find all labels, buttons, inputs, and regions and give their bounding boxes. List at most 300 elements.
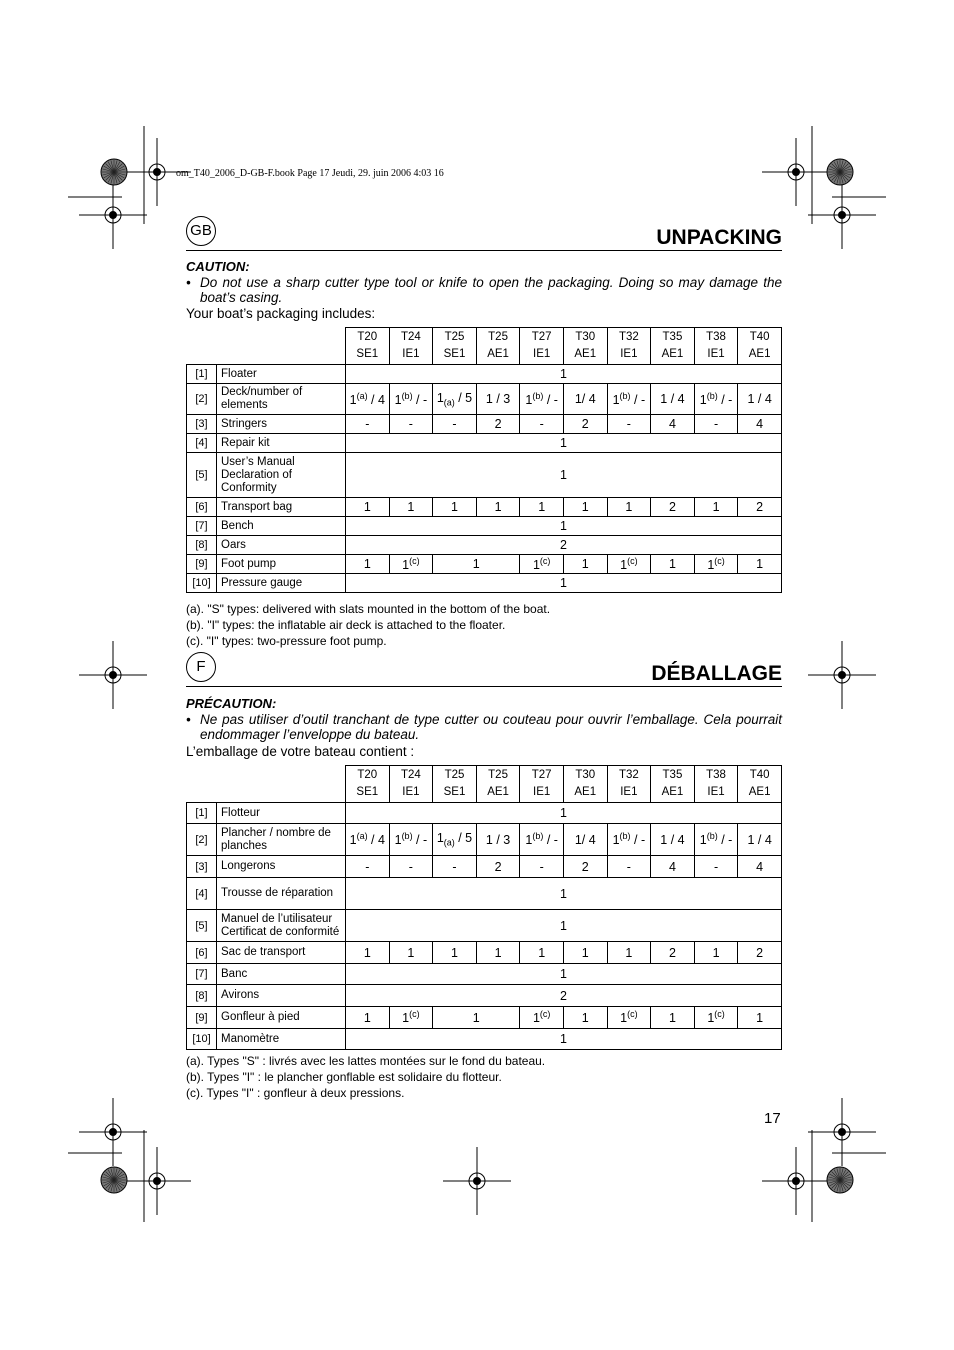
footnote-c: (c). "I" types: two-pressure foot pump. xyxy=(186,634,387,648)
quantity-all-models: 1 xyxy=(346,1029,782,1050)
packaging-table-fr xyxy=(186,765,782,1050)
model-name: T38 xyxy=(706,769,726,781)
model-header xyxy=(389,766,433,803)
quantity-all-models: 1 xyxy=(346,434,782,453)
model-variant: AE1 xyxy=(661,348,684,360)
table-row xyxy=(187,856,782,878)
model-name: T30 xyxy=(575,331,596,343)
quantity-all-models: 1 xyxy=(346,803,782,824)
quantity-value: 2 xyxy=(581,417,589,431)
item-number: [3] xyxy=(187,856,217,878)
table-row xyxy=(187,878,782,910)
model-name: T25 xyxy=(488,769,508,781)
quantity-all-models: 1 xyxy=(346,453,782,498)
quantity-value: 1 xyxy=(402,1011,410,1026)
quantity-cell xyxy=(433,856,477,878)
model-name: T24 xyxy=(400,331,421,343)
model-header xyxy=(563,766,607,803)
quantity-value: 1 xyxy=(532,558,540,573)
model-name: T30 xyxy=(575,769,596,781)
item-number: [8] xyxy=(187,985,217,1007)
quantity-value: 1 xyxy=(581,1010,589,1025)
table-row xyxy=(187,942,782,964)
quantity-value: 1 / 4 xyxy=(660,832,685,847)
model-header-row xyxy=(187,328,782,365)
footnote-ref: (c) xyxy=(539,1009,551,1020)
quantity-cell xyxy=(563,942,607,964)
item-name: Avirons xyxy=(217,985,346,1007)
quantity-value: 1 xyxy=(668,557,676,571)
quantity-cell xyxy=(694,498,738,517)
quantity-cell xyxy=(520,384,564,415)
model-variant: IE1 xyxy=(620,348,638,360)
quantity-cell xyxy=(607,498,651,517)
caution-title-fr: PRÉCAUTION: xyxy=(186,696,277,711)
model-variant: IE1 xyxy=(533,348,551,360)
quantity-all-models: 1 xyxy=(346,964,782,985)
quantity-value: 4 xyxy=(668,859,676,874)
quantity-value: 1 xyxy=(436,390,444,405)
quantity-cell xyxy=(738,1007,782,1029)
footnote-ref: (a) xyxy=(356,831,368,842)
element-count: / 5 xyxy=(454,390,473,405)
quantity-value: 1 / 3 xyxy=(485,832,511,847)
quantity-cell xyxy=(433,555,520,574)
quantity-cell xyxy=(433,384,477,415)
footnote-ref: (b) xyxy=(401,831,413,842)
quantity-cell xyxy=(738,384,782,415)
quantity-cell xyxy=(738,824,782,856)
quantity-value: 1 / 4 xyxy=(747,392,772,406)
quantity-cell xyxy=(694,1007,738,1029)
item-number: [7] xyxy=(187,517,217,536)
quantity-cell xyxy=(346,384,390,415)
footnote-a-fr: (a). Types "S" : livrés avec les lattes montées sur le fond du bateau. xyxy=(186,1054,546,1068)
table-row xyxy=(187,415,782,434)
quantity-cell xyxy=(563,1007,607,1029)
item-name: Bench xyxy=(217,517,346,536)
item-number: [3] xyxy=(187,415,217,434)
quantity-value: 1 xyxy=(407,500,415,514)
item-number: [4] xyxy=(187,434,217,453)
item-name: Banc xyxy=(217,964,346,985)
model-name: T20 xyxy=(357,331,378,343)
registration-dot xyxy=(474,1178,481,1185)
print-header-line: om_T40_2006_D-GB-F.book Page 17 Jeudi, 29. juin 2006 4:03 16 xyxy=(176,168,444,179)
quantity-cell xyxy=(389,942,433,964)
quantity-cell xyxy=(694,384,738,415)
quantity-cell xyxy=(433,824,477,856)
quantity-value: 1 xyxy=(494,500,502,514)
quantity-cell xyxy=(651,856,695,878)
table-row xyxy=(187,434,782,453)
model-variant: SE1 xyxy=(443,786,466,798)
element-count: / - xyxy=(543,393,558,408)
quantity-value: 1 xyxy=(612,393,620,408)
caution-bullet-fr xyxy=(186,712,782,742)
quantity-value: - xyxy=(408,417,413,431)
bullet-dot: • xyxy=(186,712,191,727)
quantity-value: 1 xyxy=(363,500,371,514)
model-variant: IE1 xyxy=(402,786,420,798)
quantity-all-models: 1 xyxy=(346,910,782,942)
quantity-value: 1/ 4 xyxy=(574,832,596,847)
quantity-cell xyxy=(389,555,433,574)
quantity-cell xyxy=(738,942,782,964)
quantity-value: 1 xyxy=(620,1011,628,1026)
element-count: / 4 xyxy=(367,833,385,848)
quantity-cell xyxy=(607,384,651,415)
packaging-table-en xyxy=(186,327,782,593)
footnote-ref: (c) xyxy=(539,555,551,566)
item-name: Longerons xyxy=(217,856,346,878)
quantity-cell xyxy=(607,1007,651,1029)
quantity-cell xyxy=(476,856,520,878)
model-name: T35 xyxy=(662,769,683,781)
quantity-cell xyxy=(389,856,433,878)
quantity-cell xyxy=(433,942,477,964)
quantity-all-models: 1 xyxy=(346,365,782,384)
model-variant: AE1 xyxy=(748,348,771,360)
quantity-cell xyxy=(476,824,520,856)
item-name: Flotteur xyxy=(217,803,346,824)
footnote-ref: (a) xyxy=(443,397,455,408)
quantity-value: - xyxy=(626,859,631,874)
element-count: / - xyxy=(412,393,428,408)
item-number: [2] xyxy=(187,824,217,856)
quantity-all-models: 1 xyxy=(346,517,782,536)
quantity-value: 1 / 4 xyxy=(747,832,772,847)
quantity-cell xyxy=(389,384,433,415)
quantity-cell xyxy=(651,942,695,964)
quantity-value: 1 / 4 xyxy=(660,392,685,406)
registration-dot xyxy=(154,169,161,176)
quantity-value: 1 xyxy=(394,393,402,408)
item-number: [8] xyxy=(187,536,217,555)
footnote-ref: (b) xyxy=(619,831,631,842)
footnote-ref: (c) xyxy=(409,1009,420,1020)
model-variant: SE1 xyxy=(443,348,466,360)
footnote-ref: (a) xyxy=(443,837,455,848)
table-row xyxy=(187,574,782,593)
quantity-cell xyxy=(433,1007,520,1029)
model-name: T32 xyxy=(618,769,639,781)
quantity-value: 2 xyxy=(668,945,676,960)
quantity-cell xyxy=(607,415,651,434)
quantity-value: 4 xyxy=(668,417,676,431)
registration-dot xyxy=(154,1178,161,1185)
header-blank xyxy=(187,766,346,803)
item-name: Floater xyxy=(217,365,346,384)
element-count: / - xyxy=(630,833,646,848)
quantity-cell xyxy=(738,415,782,434)
footnote-ref: (c) xyxy=(409,555,420,566)
quantity-cell xyxy=(389,824,433,856)
quantity-value: 2 xyxy=(494,417,502,431)
model-name: T25 xyxy=(444,331,465,343)
model-name: T25 xyxy=(488,331,508,343)
item-number: [6] xyxy=(187,498,217,517)
footnote-ref: (b) xyxy=(532,831,544,842)
footnote-b: (b). "I" types: the inflatable air deck is attached to the floater. xyxy=(186,618,506,632)
item-name: Deck/number of elements xyxy=(217,384,346,415)
element-count: / - xyxy=(717,393,733,408)
quantity-cell xyxy=(389,1007,433,1029)
quantity-value: 2 xyxy=(668,500,676,514)
quantity-value: - xyxy=(408,859,413,874)
quantity-value: 1 xyxy=(525,833,533,848)
quantity-cell xyxy=(651,415,695,434)
model-name: T32 xyxy=(618,331,639,343)
model-header xyxy=(476,328,520,365)
quantity-cell xyxy=(476,942,520,964)
quantity-value: 4 xyxy=(756,417,764,431)
quantity-cell xyxy=(607,824,651,856)
bullet-dot: • xyxy=(186,275,191,290)
quantity-value: 1 xyxy=(363,557,371,571)
quantity-cell xyxy=(389,498,433,517)
quantity-value: 1 xyxy=(581,557,589,571)
footnote-a: (a). "S" types: delivered with slats mounted in the bottom of the boat. xyxy=(186,602,551,616)
quantity-cell xyxy=(389,415,433,434)
quantity-value: 1 xyxy=(712,500,720,514)
registration-dot xyxy=(793,169,800,176)
quantity-cell xyxy=(520,555,564,574)
footnote-ref: (a) xyxy=(356,390,368,401)
registration-dot xyxy=(839,212,846,219)
header-blank xyxy=(187,328,346,365)
language-badge-gb: GB xyxy=(186,216,216,246)
caution-text: Do not use a sharp cutter type tool or knife to open the packaging. Doing so may damage the boat’s casing. xyxy=(200,275,782,305)
quantity-value: 1 xyxy=(472,1010,480,1025)
quantity-value: 1 xyxy=(451,500,458,514)
model-variant: AE1 xyxy=(661,786,684,798)
quantity-value: 1 xyxy=(532,1011,540,1026)
quantity-value: 1 xyxy=(494,945,502,960)
quantity-value: 1 xyxy=(581,500,589,514)
quantity-value: 1 xyxy=(451,945,458,960)
quantity-cell xyxy=(346,824,390,856)
quantity-cell xyxy=(476,384,520,415)
quantity-all-models: 1 xyxy=(346,878,782,910)
item-name: Stringers xyxy=(217,415,346,434)
table-row xyxy=(187,910,782,942)
quantity-value: 1 xyxy=(402,558,410,573)
quantity-value: 1 xyxy=(668,1010,676,1025)
item-number: [9] xyxy=(187,555,217,574)
model-header xyxy=(694,328,738,365)
element-count: / - xyxy=(412,833,428,848)
model-name: T27 xyxy=(531,769,552,781)
item-number: [9] xyxy=(187,1007,217,1029)
quantity-value: 1 xyxy=(699,393,707,408)
model-name: T24 xyxy=(400,769,421,781)
caution-bullet xyxy=(186,275,782,305)
quantity-cell xyxy=(694,555,738,574)
model-header xyxy=(346,766,390,803)
quantity-value: 1 xyxy=(436,831,444,846)
caution-text-fr: Ne pas utiliser d’outil tranchant de type cutter ou couteau pour ouvrir l’emballage. Cela pourrait endommager l’enveloppe du bateau. xyxy=(200,712,782,742)
quantity-cell xyxy=(694,415,738,434)
packaging-intro-fr: L’emballage de votre bateau contient : xyxy=(186,744,415,759)
quantity-cell xyxy=(563,415,607,434)
model-variant: IE1 xyxy=(707,348,725,360)
model-header xyxy=(651,328,695,365)
model-name: T25 xyxy=(444,769,465,781)
quantity-value: 1 xyxy=(407,945,415,960)
model-header xyxy=(476,766,520,803)
quantity-cell xyxy=(738,498,782,517)
model-header xyxy=(607,328,651,365)
quantity-cell xyxy=(607,856,651,878)
quantity-value: - xyxy=(539,859,544,874)
table-row xyxy=(187,517,782,536)
quantity-value: 1 xyxy=(625,945,633,960)
model-header xyxy=(651,766,695,803)
model-variant: IE1 xyxy=(620,786,638,798)
model-header xyxy=(694,766,738,803)
quantity-cell xyxy=(563,384,607,415)
model-variant: AE1 xyxy=(487,786,509,798)
item-name: Trousse de réparation xyxy=(217,878,346,910)
model-header xyxy=(738,766,782,803)
quantity-value: - xyxy=(452,417,457,431)
quantity-value: 2 xyxy=(756,945,764,960)
model-header xyxy=(738,328,782,365)
table-row xyxy=(187,1007,782,1029)
footnote-ref: (b) xyxy=(706,831,718,842)
quantity-cell xyxy=(651,824,695,856)
model-variant: AE1 xyxy=(574,786,597,798)
quantity-value: 1 xyxy=(756,1010,764,1025)
footnote-ref: (b) xyxy=(401,390,413,401)
registration-dot xyxy=(839,672,846,679)
model-variant: SE1 xyxy=(356,348,379,360)
footnote-ref: (c) xyxy=(627,555,638,566)
quantity-value: 1 xyxy=(538,500,546,514)
table-row xyxy=(187,985,782,1007)
item-name: Oars xyxy=(217,536,346,555)
quantity-value: 1 xyxy=(472,557,480,571)
quantity-cell xyxy=(346,498,390,517)
registration-dot xyxy=(793,1178,800,1185)
quantity-value: 1 xyxy=(363,1010,371,1025)
quantity-cell xyxy=(694,824,738,856)
model-name: T40 xyxy=(749,769,770,781)
footnote-c-fr: (c). Types "I" : gonfleur à deux pressions. xyxy=(186,1086,405,1100)
quantity-cell xyxy=(563,856,607,878)
table-row xyxy=(187,1029,782,1050)
footnote-ref: (b) xyxy=(706,390,718,401)
quantity-value: 1 xyxy=(581,945,589,960)
quantity-value: 1 xyxy=(538,945,546,960)
quantity-value: 1 / 3 xyxy=(485,392,511,406)
language-badge-f: F xyxy=(186,652,216,682)
model-name: T27 xyxy=(531,331,552,343)
quantity-cell xyxy=(607,942,651,964)
footnote-b-fr: (b). Types "I" : le plancher gonflable est solidaire du flotteur. xyxy=(186,1070,502,1084)
footnote-ref: (c) xyxy=(627,1009,638,1020)
quantity-value: 1 xyxy=(349,393,357,408)
item-number: [10] xyxy=(187,574,217,593)
element-count: / 5 xyxy=(454,831,473,846)
quantity-value: 1 xyxy=(699,833,707,848)
quantity-cell xyxy=(694,856,738,878)
item-name: User’s Manual Declaration of Conformity xyxy=(217,453,346,498)
quantity-cell xyxy=(563,555,607,574)
footnote-ref: (b) xyxy=(532,390,544,401)
page-number: 17 xyxy=(764,1110,781,1127)
model-name: T38 xyxy=(706,331,726,343)
quantity-value: - xyxy=(365,417,370,431)
table-row xyxy=(187,498,782,517)
quantity-cell xyxy=(651,498,695,517)
footnote-ref: (c) xyxy=(714,555,725,566)
quantity-value: 1 xyxy=(712,945,720,960)
packaging-intro: Your boat’s packaging includes: xyxy=(186,306,376,321)
quantity-cell xyxy=(476,498,520,517)
caution-title: CAUTION: xyxy=(186,259,250,274)
model-header xyxy=(433,328,477,365)
quantity-value: 1 xyxy=(525,393,533,408)
quantity-cell xyxy=(520,415,564,434)
quantity-cell xyxy=(433,415,477,434)
item-name: Manomètre xyxy=(217,1029,346,1050)
quantity-cell xyxy=(346,555,390,574)
quantity-value: 1 xyxy=(756,557,764,571)
item-number: [1] xyxy=(187,803,217,824)
quantity-value: 2 xyxy=(581,859,589,874)
item-number: [7] xyxy=(187,964,217,985)
quantity-value: 1 xyxy=(612,833,620,848)
table-row xyxy=(187,453,782,498)
table-row xyxy=(187,964,782,985)
quantity-value: - xyxy=(452,859,457,874)
quantity-value: - xyxy=(713,859,719,874)
quantity-value: 1 xyxy=(394,833,402,848)
model-variant: SE1 xyxy=(356,786,379,798)
footnote-ref: (c) xyxy=(714,1009,725,1020)
quantity-cell xyxy=(651,1007,695,1029)
quantity-cell xyxy=(651,555,695,574)
quantity-cell xyxy=(520,498,564,517)
model-header xyxy=(346,328,390,365)
model-variant: IE1 xyxy=(707,786,725,798)
quantity-value: 1 xyxy=(363,945,371,960)
model-name: T35 xyxy=(662,331,683,343)
quantity-cell xyxy=(433,498,477,517)
model-variant: AE1 xyxy=(487,348,509,360)
quantity-value: 1 xyxy=(620,558,628,573)
quantity-value: 1 xyxy=(707,1011,715,1026)
element-count: / - xyxy=(717,833,733,848)
table-row xyxy=(187,365,782,384)
model-variant: IE1 xyxy=(402,348,420,360)
quantity-value: 1 xyxy=(625,500,633,514)
quantity-value: 2 xyxy=(756,500,764,514)
item-number: [4] xyxy=(187,878,217,910)
quantity-cell xyxy=(694,942,738,964)
item-name: Manuel de l’utilisateur Certificat de conformité xyxy=(217,910,346,942)
model-header xyxy=(563,328,607,365)
model-header xyxy=(520,766,564,803)
quantity-cell xyxy=(738,555,782,574)
quantity-cell xyxy=(346,1007,390,1029)
quantity-value: - xyxy=(365,859,370,874)
item-name: Sac de transport xyxy=(217,942,346,964)
quantity-value: 1 xyxy=(349,833,357,848)
item-name: Gonfleur à pied xyxy=(217,1007,346,1029)
